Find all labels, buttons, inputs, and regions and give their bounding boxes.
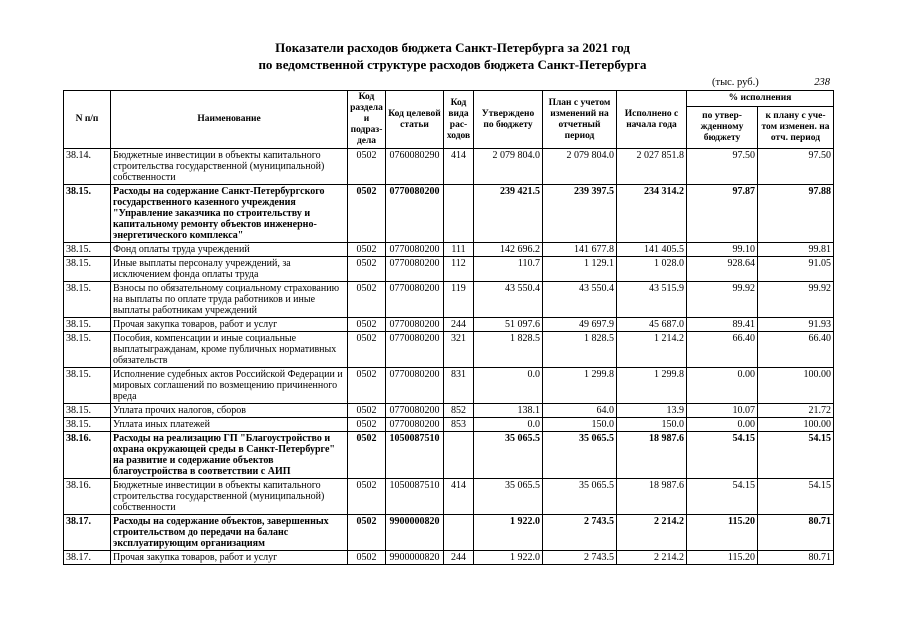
table-row — [64, 418, 834, 432]
row-number: 38.15. — [64, 318, 111, 332]
row-approved: 1 828.5 — [474, 332, 543, 368]
row-section-code: 0502 — [348, 318, 386, 332]
table-row — [64, 257, 834, 282]
row-pct-approved: 928.64 — [687, 257, 758, 282]
row-kind-code: 414 — [444, 149, 474, 185]
row-number: 38.17. — [64, 551, 111, 565]
table-row — [64, 515, 834, 551]
row-target-code: 0770080200 — [386, 368, 444, 404]
row-executed: 1 299.8 — [617, 368, 687, 404]
header-pct-plan: к плану с уче-том изменен. на отч. период — [758, 107, 834, 149]
row-target-code: 9900000820 — [386, 551, 444, 565]
row-target-code: 0770080200 — [386, 318, 444, 332]
row-name: Уплата иных платежей — [111, 418, 348, 432]
row-executed: 1 028.0 — [617, 257, 687, 282]
row-number: 38.16. — [64, 479, 111, 515]
row-target-code: 0770080200 — [386, 404, 444, 418]
row-pct-approved: 99.10 — [687, 243, 758, 257]
row-approved: 1 922.0 — [474, 515, 543, 551]
row-kind-code: 244 — [444, 551, 474, 565]
row-number: 38.17. — [64, 515, 111, 551]
row-pct-plan: 100.00 — [758, 368, 834, 404]
header-executed: Исполнено с начала года — [617, 91, 687, 149]
row-pct-plan: 54.15 — [758, 479, 834, 515]
row-approved: 2 079 804.0 — [474, 149, 543, 185]
row-name: Расходы на содержание Санкт-Петербургского государственного казенного учреждения "Управление заказчика по строительству и капитальному ремонту объектов инженерно-энергетического комплекса" — [111, 185, 348, 243]
table-row — [64, 404, 834, 418]
row-executed: 2 214.2 — [617, 515, 687, 551]
row-pct-plan: 54.15 — [758, 432, 834, 479]
row-kind-code — [444, 185, 474, 243]
row-pct-approved: 54.15 — [687, 432, 758, 479]
row-target-code: 0760080290 — [386, 149, 444, 185]
row-pct-approved: 54.15 — [687, 479, 758, 515]
header-pct: % исполнения — [687, 91, 834, 107]
table-row — [64, 479, 834, 515]
row-pct-approved: 10.07 — [687, 404, 758, 418]
row-approved: 142 696.2 — [474, 243, 543, 257]
header-kind: Код вида рас-ходов — [444, 91, 474, 149]
row-number: 38.15. — [64, 185, 111, 243]
row-executed: 13.9 — [617, 404, 687, 418]
row-pct-approved: 115.20 — [687, 551, 758, 565]
row-executed: 43 515.9 — [617, 282, 687, 318]
table-row — [64, 185, 834, 243]
row-name: Взносы по обязательному социальному страхованию на выплаты по оплате труда работников и иные выплаты работникам учреждений — [111, 282, 348, 318]
row-kind-code — [444, 432, 474, 479]
row-pct-plan: 21.72 — [758, 404, 834, 418]
row-number: 38.15. — [64, 282, 111, 318]
header-plan: План с учетом изменений на отчетный период — [543, 91, 617, 149]
row-name: Исполнение судебных актов Российской Федерации и мировых соглашений по возмещению причиненного вреда — [111, 368, 348, 404]
table-row — [64, 149, 834, 185]
row-kind-code: 853 — [444, 418, 474, 432]
row-target-code: 0770080200 — [386, 185, 444, 243]
row-executed: 1 214.2 — [617, 332, 687, 368]
header-pct-approved: по утвер-жденному бюджету — [687, 107, 758, 149]
row-name: Фонд оплаты труда учреждений — [111, 243, 348, 257]
row-plan: 1 299.8 — [543, 368, 617, 404]
row-section-code: 0502 — [348, 432, 386, 479]
row-approved: 1 922.0 — [474, 551, 543, 565]
row-pct-approved: 89.41 — [687, 318, 758, 332]
row-approved: 138.1 — [474, 404, 543, 418]
page-number: 238 — [814, 77, 830, 88]
row-approved: 110.7 — [474, 257, 543, 282]
row-pct-approved: 66.40 — [687, 332, 758, 368]
row-target-code: 0770080200 — [386, 257, 444, 282]
row-kind-code: 852 — [444, 404, 474, 418]
header-section: Код раздела и подраз-дела — [348, 91, 386, 149]
row-pct-plan: 66.40 — [758, 332, 834, 368]
row-section-code: 0502 — [348, 418, 386, 432]
row-plan: 239 397.5 — [543, 185, 617, 243]
row-approved: 51 097.6 — [474, 318, 543, 332]
row-target-code: 0770080200 — [386, 282, 444, 318]
row-plan: 2 743.5 — [543, 515, 617, 551]
row-executed: 234 314.2 — [617, 185, 687, 243]
row-kind-code: 831 — [444, 368, 474, 404]
row-number: 38.14. — [64, 149, 111, 185]
row-number: 38.16. — [64, 432, 111, 479]
row-pct-plan: 80.71 — [758, 515, 834, 551]
row-number: 38.15. — [64, 368, 111, 404]
row-name: Пособия, компенсации и иные социальные выплатыгражданам, кроме публичных нормативных обязательств — [111, 332, 348, 368]
row-section-code: 0502 — [348, 368, 386, 404]
row-plan: 2 079 804.0 — [543, 149, 617, 185]
row-name: Прочая закупка товаров, работ и услуг — [111, 551, 348, 565]
row-section-code: 0502 — [348, 282, 386, 318]
row-number: 38.15. — [64, 404, 111, 418]
row-pct-plan: 97.88 — [758, 185, 834, 243]
row-executed: 2 027 851.8 — [617, 149, 687, 185]
expenditure-table — [63, 90, 834, 565]
header-name: Наименование — [111, 91, 348, 149]
row-name: Расходы на реализацию ГП "Благоустройство и охрана окружающей среды в Санкт-Петербурге" на развитие и содержание объектов благоустройства в соответствии с АИП — [111, 432, 348, 479]
row-section-code: 0502 — [348, 149, 386, 185]
row-pct-plan: 100.00 — [758, 418, 834, 432]
header-approved: Утверждено по бюджету — [474, 91, 543, 149]
row-pct-plan: 99.92 — [758, 282, 834, 318]
row-plan: 43 550.4 — [543, 282, 617, 318]
row-pct-approved: 97.87 — [687, 185, 758, 243]
row-kind-code: 119 — [444, 282, 474, 318]
row-kind-code — [444, 515, 474, 551]
row-section-code: 0502 — [348, 515, 386, 551]
row-name: Бюджетные инвестиции в объекты капитального строительства государственной (муниципальной) собственности — [111, 149, 348, 185]
row-section-code: 0502 — [348, 243, 386, 257]
table-row — [64, 318, 834, 332]
row-name: Уплата прочих налогов, сборов — [111, 404, 348, 418]
row-pct-approved: 0.00 — [687, 368, 758, 404]
row-pct-approved: 97.50 — [687, 149, 758, 185]
row-pct-plan: 80.71 — [758, 551, 834, 565]
row-kind-code: 414 — [444, 479, 474, 515]
row-approved: 35 065.5 — [474, 479, 543, 515]
table-row — [64, 551, 834, 565]
row-executed: 2 214.2 — [617, 551, 687, 565]
row-name: Расходы на содержание объектов, завершенных строительством до передачи на баланс эксплуатирующим организациям — [111, 515, 348, 551]
row-target-code: 1050087510 — [386, 479, 444, 515]
row-approved: 239 421.5 — [474, 185, 543, 243]
row-executed: 45 687.0 — [617, 318, 687, 332]
header-num: N п/п — [64, 91, 111, 149]
row-executed: 141 405.5 — [617, 243, 687, 257]
table-row — [64, 368, 834, 404]
table-row — [64, 332, 834, 368]
row-number: 38.15. — [64, 332, 111, 368]
row-target-code: 0770080200 — [386, 418, 444, 432]
row-executed: 150.0 — [617, 418, 687, 432]
row-plan: 49 697.9 — [543, 318, 617, 332]
row-approved: 0.0 — [474, 368, 543, 404]
row-plan: 1 828.5 — [543, 332, 617, 368]
row-name: Иные выплаты персоналу учреждений, за исключением фонда оплаты труда — [111, 257, 348, 282]
row-plan: 35 065.5 — [543, 479, 617, 515]
row-section-code: 0502 — [348, 185, 386, 243]
row-section-code: 0502 — [348, 479, 386, 515]
row-pct-approved: 0.00 — [687, 418, 758, 432]
row-name: Прочая закупка товаров, работ и услуг — [111, 318, 348, 332]
row-pct-plan: 99.81 — [758, 243, 834, 257]
row-pct-plan: 91.93 — [758, 318, 834, 332]
row-pct-approved: 99.92 — [687, 282, 758, 318]
row-target-code: 9900000820 — [386, 515, 444, 551]
row-plan: 35 065.5 — [543, 432, 617, 479]
row-plan: 141 677.8 — [543, 243, 617, 257]
row-section-code: 0502 — [348, 332, 386, 368]
row-approved: 43 550.4 — [474, 282, 543, 318]
row-target-code: 1050087510 — [386, 432, 444, 479]
row-number: 38.15. — [64, 243, 111, 257]
row-kind-code: 321 — [444, 332, 474, 368]
header-target: Код целевой статьи — [386, 91, 444, 149]
row-executed: 18 987.6 — [617, 479, 687, 515]
row-pct-approved: 115.20 — [687, 515, 758, 551]
row-plan: 150.0 — [543, 418, 617, 432]
row-kind-code: 111 — [444, 243, 474, 257]
row-approved: 35 065.5 — [474, 432, 543, 479]
units-label: (тыс. руб.) — [712, 77, 759, 88]
row-pct-plan: 97.50 — [758, 149, 834, 185]
table-row — [64, 243, 834, 257]
row-pct-plan: 91.05 — [758, 257, 834, 282]
row-section-code: 0502 — [348, 404, 386, 418]
row-approved: 0.0 — [474, 418, 543, 432]
row-target-code: 0770080200 — [386, 243, 444, 257]
table-row — [64, 432, 834, 479]
row-plan: 1 129.1 — [543, 257, 617, 282]
table-row — [64, 282, 834, 318]
report-title: Показатели расходов бюджета Санкт-Петербурга за 2021 год — [275, 40, 630, 55]
row-plan: 2 743.5 — [543, 551, 617, 565]
row-name: Бюджетные инвестиции в объекты капитального строительства государственной (муниципальной) собственности — [111, 479, 348, 515]
report-subtitle: по ведомственной структуре расходов бюджета Санкт-Петербурга — [258, 57, 647, 72]
row-number: 38.15. — [64, 257, 111, 282]
row-number: 38.15. — [64, 418, 111, 432]
row-executed: 18 987.6 — [617, 432, 687, 479]
row-target-code: 0770080200 — [386, 332, 444, 368]
row-plan: 64.0 — [543, 404, 617, 418]
row-kind-code: 112 — [444, 257, 474, 282]
row-section-code: 0502 — [348, 551, 386, 565]
row-kind-code: 244 — [444, 318, 474, 332]
row-section-code: 0502 — [348, 257, 386, 282]
